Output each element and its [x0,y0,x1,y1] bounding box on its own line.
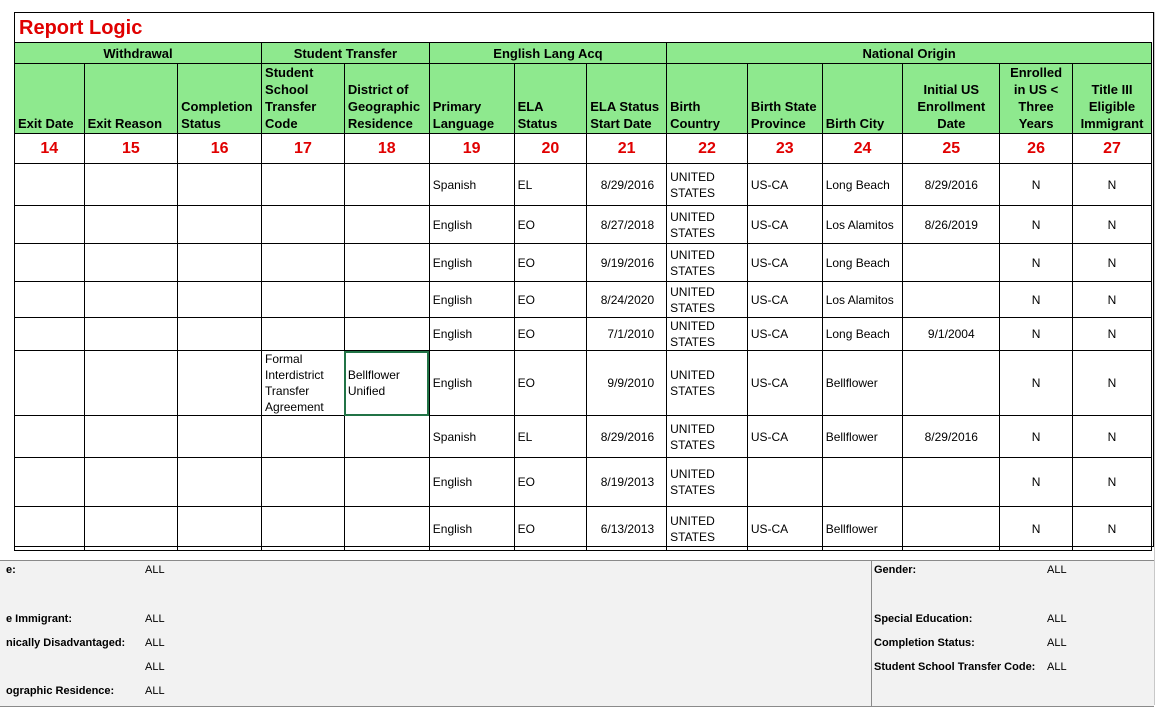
column-number: 23 [747,134,822,164]
table-cell[interactable]: Bellflower [822,416,903,458]
table-cell[interactable]: 8/29/2016 [903,416,1000,458]
table-cell[interactable]: Los Alamitos [822,206,903,244]
table-cell[interactable]: 9/1/2004 [903,318,1000,351]
column-number: 24 [822,134,903,164]
filter-label: e Immigrant: [6,613,73,625]
table-cell[interactable] [903,351,1000,416]
table-cell[interactable]: N [1072,507,1151,551]
filter-label-special-education: Special Education: [874,613,973,625]
column-header[interactable]: Birth City [822,64,903,134]
table-cell[interactable]: N [1072,318,1151,351]
column-header[interactable]: Student School Transfer Code [262,64,345,134]
table-cell[interactable]: Long Beach [822,318,903,351]
table-cell[interactable] [822,458,903,507]
table-cell[interactable]: English [429,206,514,244]
table-cell[interactable]: English [429,244,514,282]
table-cell[interactable]: UNITED STATES [667,458,748,507]
column-header[interactable]: ELA Status Start Date [587,64,667,134]
table-cell[interactable]: N [1072,164,1151,206]
table-cell[interactable] [15,164,85,206]
column-header[interactable]: Initial US Enrollment Date [903,64,1000,134]
filter-value: ALL [145,685,165,697]
table-cell[interactable]: 9/9/2010 [587,351,667,416]
table-cell[interactable]: Bellflower [822,507,903,551]
table-cell[interactable]: 7/1/2010 [587,318,667,351]
table-cell[interactable]: N [1000,458,1073,507]
group-header-withdrawal[interactable]: Withdrawal [15,43,262,64]
table-cell[interactable]: UNITED STATES [667,416,748,458]
filter-value-special-education: ALL [1047,613,1067,625]
table-cell[interactable] [15,282,85,318]
table-cell[interactable]: EO [514,351,587,416]
column-header[interactable]: District of Geographic Residence [344,64,429,134]
report-title: Report Logic [19,17,143,39]
column-number: 15 [84,134,178,164]
table-cell[interactable]: UNITED STATES [667,206,748,244]
table-cell[interactable]: UNITED STATES [667,244,748,282]
filter-label-transfer-code: Student School Transfer Code: [874,661,1036,673]
table-cell[interactable]: Los Alamitos [822,282,903,318]
table-cell[interactable] [84,318,178,351]
table-cell[interactable] [344,244,429,282]
table-cell[interactable]: English [429,507,514,551]
table-cell[interactable]: N [1072,416,1151,458]
table-cell[interactable] [84,351,178,416]
group-header-english-lang-acq[interactable]: English Lang Acq [429,43,666,64]
table-cell[interactable] [84,416,178,458]
column-number: 27 [1072,134,1151,164]
table-cell[interactable]: EO [514,244,587,282]
table-cell[interactable] [262,458,345,507]
table-cell[interactable] [84,206,178,244]
table-cell[interactable]: English [429,318,514,351]
table-cell[interactable] [903,507,1000,551]
filter-value: ALL [145,564,165,576]
table-cell[interactable]: N [1072,458,1151,507]
table-cell[interactable] [344,416,429,458]
table-cell[interactable] [262,507,345,551]
filter-label: nically Disadvantaged: [6,637,126,649]
table-cell[interactable]: N [1072,282,1151,318]
column-header[interactable]: Enrolled in US < Three Years [1000,64,1073,134]
filter-label-gender: Gender: [874,564,917,576]
filter-value: ALL [145,637,165,649]
table-cell[interactable] [344,206,429,244]
column-number: 19 [429,134,514,164]
table-cell[interactable]: EO [514,206,587,244]
table-cell[interactable] [178,416,262,458]
table-cell[interactable]: EO [514,458,587,507]
column-header[interactable]: Primary Language [429,64,514,134]
table-cell[interactable]: N [1000,164,1073,206]
table-cell[interactable] [262,416,345,458]
table-cell[interactable]: EL [514,164,587,206]
table-cell[interactable] [15,351,85,416]
table-cell[interactable] [262,244,345,282]
column-header[interactable]: Completion Status [178,64,262,134]
table-cell[interactable]: 8/19/2013 [587,458,667,507]
table-row [15,164,1152,206]
table-cell[interactable] [84,164,178,206]
table-cell[interactable] [84,282,178,318]
table-cell[interactable]: US-CA [747,351,822,416]
table-cell[interactable]: US-CA [747,164,822,206]
table-cell[interactable]: EO [514,282,587,318]
column-number: 22 [667,134,748,164]
table-cell[interactable] [747,458,822,507]
table-cell[interactable]: N [1072,244,1151,282]
group-header-student-transfer[interactable]: Student Transfer [262,43,430,64]
table-cell[interactable] [903,458,1000,507]
table-cell[interactable] [178,206,262,244]
column-number: 26 [1000,134,1073,164]
filter-value-completion-status: ALL [1047,637,1067,649]
table-cell[interactable]: N [1000,416,1073,458]
table-cell[interactable]: US-CA [747,244,822,282]
table-cell[interactable] [344,164,429,206]
table-cell[interactable] [178,507,262,551]
table-cell[interactable] [178,164,262,206]
table-cell[interactable]: English [429,458,514,507]
table-cell[interactable]: UNITED STATES [667,351,748,416]
table-cell[interactable]: EO [514,318,587,351]
column-header[interactable]: Exit Date [15,64,85,134]
table-cell[interactable]: Long Beach [822,164,903,206]
table-row [15,318,1152,351]
table-cell[interactable]: Bellflower [822,351,903,416]
table-cell[interactable]: 8/26/2019 [903,206,1000,244]
table-cell[interactable]: N [1000,282,1073,318]
filter-panel-divider [871,561,872,706]
table-cell[interactable] [178,318,262,351]
column-header[interactable]: Birth Country [667,64,748,134]
table-cell[interactable]: Formal Interdistrict Transfer Agreement [262,351,345,416]
table-cell[interactable]: 8/24/2020 [587,282,667,318]
filter-label-completion-status: Completion Status: [874,637,975,649]
table-cell[interactable]: UNITED STATES [667,507,748,551]
table-cell[interactable]: 8/29/2016 [587,164,667,206]
table-cell[interactable]: English [429,282,514,318]
table-cell[interactable]: N [1000,507,1073,551]
table-cell[interactable] [15,416,85,458]
filter-value-gender: ALL [1047,564,1067,576]
filter-label: e: [6,564,16,576]
table-cell[interactable] [262,164,345,206]
filter-value: ALL [145,661,165,673]
table-cell[interactable] [178,458,262,507]
table-cell[interactable]: N [1000,206,1073,244]
column-number: 18 [344,134,429,164]
table-cell[interactable] [262,282,345,318]
table-cell[interactable]: 8/27/2018 [587,206,667,244]
table-cell[interactable]: US-CA [747,507,822,551]
table-cell[interactable]: UNITED STATES [667,164,748,206]
column-header[interactable]: Exit Reason [84,64,178,134]
table-row [15,206,1152,244]
table-cell[interactable]: US-CA [747,282,822,318]
column-header[interactable]: ELA Status [514,64,587,134]
table-cell[interactable] [15,244,85,282]
table-cell[interactable]: Long Beach [822,244,903,282]
sheet-right-border [1154,12,1155,705]
filter-label: ographic Residence: [6,685,115,697]
table-cell[interactable] [15,458,85,507]
table-cell[interactable]: Spanish [429,164,514,206]
table-cell[interactable]: N [1072,206,1151,244]
table-cell[interactable]: EO [514,507,587,551]
column-number: 14 [15,134,85,164]
column-number: 16 [178,134,262,164]
table-row [15,282,1152,318]
column-number: 20 [514,134,587,164]
table-cell[interactable]: English [429,351,514,416]
table-cell[interactable] [178,244,262,282]
table-cell[interactable] [262,318,345,351]
table-cell[interactable] [178,351,262,416]
table-cell[interactable]: Bellflower Unified [344,351,429,416]
table-cell[interactable] [903,244,1000,282]
column-number: 17 [262,134,345,164]
filter-value-transfer-code: ALL [1047,661,1067,673]
table-cell[interactable] [15,206,85,244]
table-cell[interactable]: US-CA [747,318,822,351]
table-cell[interactable] [84,244,178,282]
table-cell[interactable] [344,318,429,351]
table-cell[interactable]: N [1000,318,1073,351]
table-row [15,507,1152,551]
table-row [15,416,1152,458]
table-cell[interactable] [15,507,85,551]
column-header[interactable]: Birth State Province [747,64,822,134]
filter-summary-panel [0,560,1154,707]
table-cell[interactable]: 8/29/2016 [587,416,667,458]
table-cell[interactable] [344,458,429,507]
table-cell[interactable]: US-CA [747,206,822,244]
table-cell[interactable]: US-CA [747,416,822,458]
table-cell[interactable] [84,458,178,507]
table-cell[interactable]: 9/19/2016 [587,244,667,282]
table-cell[interactable]: UNITED STATES [667,318,748,351]
table-cell[interactable]: UNITED STATES [667,282,748,318]
filter-value: ALL [145,613,165,625]
table-row [15,458,1152,507]
report-sheet [14,12,1154,547]
table-cell[interactable]: N [1000,244,1073,282]
table-row [15,351,1152,416]
table-row [15,244,1152,282]
table-cell[interactable]: 6/13/2013 [587,507,667,551]
table-cell[interactable]: N [1072,351,1151,416]
table-cell[interactable] [344,507,429,551]
report-table [14,42,1152,551]
table-cell[interactable] [903,282,1000,318]
column-number: 25 [903,134,1000,164]
table-cell[interactable] [344,282,429,318]
table-cell[interactable]: 8/29/2016 [903,164,1000,206]
column-header[interactable]: Title III Eligible Immigrant [1072,64,1151,134]
table-cell[interactable] [84,507,178,551]
table-cell[interactable]: EL [514,416,587,458]
table-cell[interactable]: N [1000,351,1073,416]
column-number: 21 [587,134,667,164]
table-cell[interactable] [262,206,345,244]
table-cell[interactable]: Spanish [429,416,514,458]
table-cell[interactable] [15,318,85,351]
group-header-national-origin[interactable]: National Origin [667,43,1152,64]
table-cell[interactable] [178,282,262,318]
